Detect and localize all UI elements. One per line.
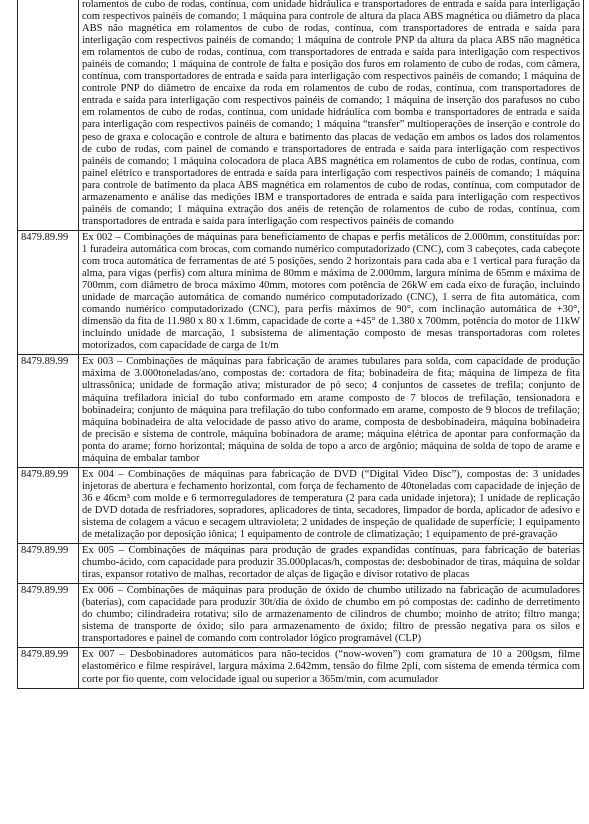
table-row <box>18 230 584 354</box>
table-row <box>18 355 584 467</box>
description-cell: Ex 003 – Combinações de máquinas para fabricação de arames tubulares para solda, com capacidade de produção máxima de 3.000toneladas/ano, compostas de: cortadora de fita; bobinadeira de fita; máquina de limpeza de fita ultrassônica; unidade de formação ativa; misturador de pó seco; 4 conjuntos de cassetes de trefila; conjunto de máquina trefiladora inicial do tubo conformado em arame composto de 7 blocos de trefilação, tensionadora e bobinadeira; conjunto de máquina para trefilação do tubo conformado em arame, composto de 9 blocos de trefilação; máquina bobinadeira de alta velocidade de passo ativo do arame, composta de desbobinadeira, máquina bobinadeira de precisão e sistema de controle, máquina bobinadora de arame; máquina elétrica de apontar para conformação da ponta do arame; forno horizontal; máquina de solda de topo a arco de argônio; máquina de solda de topo de arame e máquina de embalar tambor <box>79 355 584 467</box>
description-cell: Ex 005 – Combinações de máquinas para produção de grades expandidas contínuas, para fabricação de baterias chumbo-ácido, com capacidade para produzir 35.000placas/h, compostas de: desbobinador de tiras, máquina de soldar tiras, expansor rotativo de malhas, recortador de alças de ligação e divisor rotativo de placas <box>79 544 584 584</box>
table-row <box>18 544 584 584</box>
ncm-code-cell <box>18 0 79 230</box>
table-row <box>18 467 584 543</box>
tariff-table <box>17 0 584 689</box>
ncm-code-cell: 8479.89.99 <box>18 544 79 584</box>
table-row <box>18 0 584 230</box>
tariff-table-body <box>18 0 584 688</box>
ncm-code-cell: 8479.89.99 <box>18 648 79 688</box>
ncm-code-cell: 8479.89.99 <box>18 467 79 543</box>
ncm-code-cell: 8479.89.99 <box>18 584 79 648</box>
table-row <box>18 648 584 688</box>
description-cell: Ex 004 – Combinações de máquinas para fabricação de DVD (“Digital Video Disc”), compostas de: 3 unidades injetoras de abertura e fechamento horizontal, com força de fechamento de 40toneladas com capacidade de injeção de 36 e 46cm³ com molde e 6 termorreguladores de temperatura (2 para cada unidade injetora); 1 unidade de replicação de DVD dotada de resfriadores, sopradores, aplicadores de tinta, secadores, limpador de borda, aplicador de adesivo e sistema de colagem a vácuo e secagem ultravioleta; 2 unidades de inspeção de qualidade de superfície; 1 equipamento de metalização por deposição iônica; 1 equipamento de controle de climatização; 1 equipamento de pré-gravação <box>79 467 584 543</box>
description-cell: Ex 007 – Desbobinadores automáticos para não-tecidos (“now-woven”) com gramatura de 10 a 200gsm, filme elastomérico e filme respirável, largura máxima 2.642mm, tensão do filme 2pli, com sistema de emenda térmica com corte por fio quente, com velocidade igual ou superior a 365m/min, com acumulador <box>79 648 584 688</box>
table-row <box>18 584 584 648</box>
description-cell: Ex 002 – Combinações de máquinas para beneficiamento de chapas e perfis metálicos de 2.000mm, constituídas por: 1 furadeira automática com brocas, com comando numérico computadorizado (CNC), com 3 cabeçotes, cada cabeçote com troca automática de ferramentas de até 5 posições, sendo 2 horizontais para cada aba e 1 vertical para furação da alma, para vigas (perfis) com altura mínima de 80mm e máxima de 2.000mm, largura mínima de 65mm e máxima de 700mm, com diâmetro de broca máximo 40mm, motores com potência de 26kW em cada eixo de furação, incluindo unidade de marcação automática de comando numérico computadorizado (CNC), 1 serra de fita automática, com comando numérico computadorizado (CNC), para perfis máximos de 90°, com inclinação automática de +30°, dimensão da fita de 11.980 x 80 x 1.6mm, capacidade de corte a +45° de 1.380 x 700mm, potência do motor de 11kW incluindo unidade de marcação, 1 subsistema de alimentação composto de mesas transportadoras com roletes motorizados, com capacidade de carga de 1t/m <box>79 230 584 354</box>
description-cell: rolamentos de cubo de rodas, contínua, com unidade hidráulica e transportadores de entrada e saída para interligação com respectivos painéis de comando; 1 máquina para controle de altura da placa ABS magnética ou diâmetro da placa ABS não magnética em rolamentos de cubo de rodas, contínua, com transportadores de entrada e saída para interligação com respectivos painéis de comando; 1 máquina de controle PNP da altura da placa ABS não magnética em rolamentos de cubo de rodas, contínua, com transportadores de entrada e saída para interligação com respectivos painéis de comando; 1 máquina de controle de falta e posição dos furos em rolamento de cubo de rodas, com câmera, contínua, com transportadores de entrada e saída para interligação com respectivos painéis de comando; 1 máquina de controle PNP do diâmetro de encaixe da roda em rolamentos de cubo de rodas, contínua, com transportadores de entrada e saída para interligação com respectivos painéis de comando; 1 máquina de inserção dos parafusos no cubo em rolamentos de cubo de rodas, contínua, com unidade hidráulica com bomba e transportadores de entrada e saída para interligação com respectivos painéis de comando; 1 máquina “transfer” multioperações de inserção e controle do peso de graxa e colocação e controle de altura e batimento das placas de vedação em ambos os lados dos rolamentos de cubo de rodas, com painel de comando e transportadores de entrada e saída para interligação com respectivos painéis de comando; 1 máquina colocadora de placa ABS magnética em rolamentos de cubo de rodas, contínua, com painel elétrico e transportadores de entrada e saída para interligação com respectivos painéis de comando; 1 máquina para controle de batimento da placa ABS magnética em rolamentos de cubo de rodas, contínua, com computador de armazenamento e análise das medições IBM e transportadores de entrada e saída para interligação com respectivos painéis de comando; 1 máquina extração dos anéis de retenção de rolamentos de cubo de rodas, contínua, com transportadores de entrada e saída para interligação com respectivos painéis de comando <box>79 0 584 230</box>
description-cell: Ex 006 – Combinações de máquinas para produção de óxido de chumbo utilizado na fabricação de acumuladores (baterias), com capacidade para produzir 30t/dia de óxido de chumbo em pó compostas de: cadinho de derretimento do chumbo; cilindradeira rotativa; silo de armazenamento de cilindros de chumbo; moinho de atrito; filtro manga; sistema de transporte de óxido; silo para armazenamento de óxido; filtro de pressão negativa para os silos e transportadores e painel de comando com controlador lógico programável (CLP) <box>79 584 584 648</box>
ncm-code-cell: 8479.89.99 <box>18 230 79 354</box>
ncm-code-cell: 8479.89.99 <box>18 355 79 467</box>
